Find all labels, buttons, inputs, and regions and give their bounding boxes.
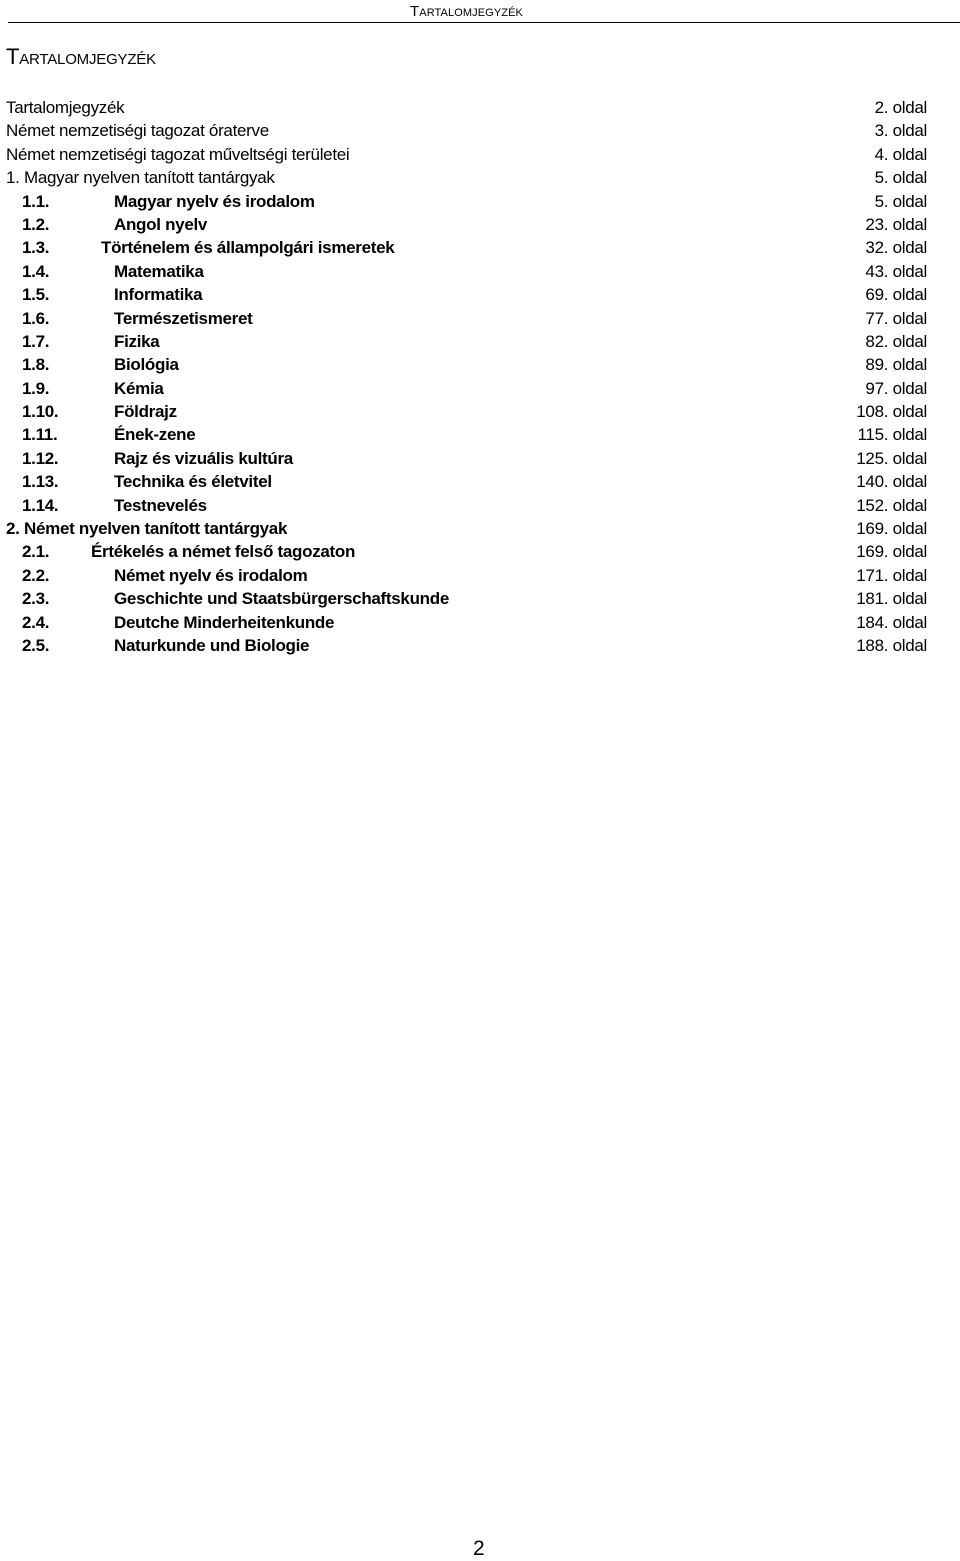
toc-entry-page: 108. oldal [856,402,927,422]
toc-entry-title: Kémia [114,378,164,398]
toc-entry-page: 188. oldal [856,635,927,655]
toc-entry-page: 152. oldal [856,495,927,515]
toc-entry[interactable] [0,587,960,610]
toc-entry[interactable] [0,307,960,330]
toc-entry[interactable] [0,283,960,306]
toc-entry[interactable] [0,353,960,376]
toc-entry[interactable] [0,330,960,353]
toc-entry[interactable] [0,377,960,400]
toc-entry-title: 1. Magyar nyelven tanított tantárgyak [6,168,275,188]
toc-entry-page: 89. oldal [865,355,927,375]
toc-entry-title: Ének-zene [114,425,196,445]
toc-entry[interactable] [0,611,960,634]
toc-entry-number: 2.3. [22,589,50,609]
running-header: Tartalomjegyzék [410,3,523,20]
toc-entry-page: 43. oldal [865,261,927,281]
toc-entry-page: 4. oldal [874,144,927,164]
toc-entry-number: 1.9. [22,378,50,398]
toc-entry-page: 23. oldal [865,214,927,234]
toc-entry-number: 1.6. [22,308,50,328]
toc-entry[interactable] [0,96,960,119]
toc-entry[interactable] [0,119,960,142]
toc-entry-title: Magyar nyelv és irodalom [114,191,315,211]
toc-entry-title: Geschichte und Staatsbürgerschaftskunde [114,589,449,609]
toc-entry-title: Naturkunde und Biologie [114,635,310,655]
header-rule [8,22,960,23]
toc-entry-page: 181. oldal [856,589,927,609]
toc-entry-page: 82. oldal [865,331,927,351]
toc-entry-number: 2.2. [22,565,50,585]
toc-entry-page: 97. oldal [865,378,927,398]
toc-entry[interactable] [0,540,960,563]
toc-entry-page: 169. oldal [856,519,927,539]
toc-entry-number: 1.10. [22,402,59,422]
toc-entry-title: 2. Német nyelven tanított tantárgyak [6,519,288,539]
toc-entry[interactable] [0,564,960,587]
toc-entry-number: 1.13. [22,472,59,492]
toc-entry-page: 69. oldal [865,285,927,305]
toc-entry-page: 32. oldal [865,238,927,258]
toc-entry[interactable] [0,143,960,166]
toc-entry-title: Testnevelés [114,495,207,515]
toc-entry-title: Technika és életvitel [114,472,272,492]
toc-entry[interactable] [0,260,960,283]
toc-entry-title: Történelem és állampolgári ismeretek [101,238,395,258]
toc-entry-page: 5. oldal [874,191,927,211]
toc-entry-number: 1.14. [22,495,59,515]
toc-entry-number: 1.4. [22,261,50,281]
toc-entry-number: 1.12. [22,448,59,468]
toc-entry[interactable] [0,494,960,517]
toc-entry[interactable] [0,470,960,493]
toc-entry-title: Német nyelv és irodalom [114,565,308,585]
page-number: 2 [473,1537,485,1560]
toc-entry-title: Német nemzetiségi tagozat műveltségi területei [6,144,350,164]
toc-entry[interactable] [0,213,960,236]
toc-entry-number: 2.1. [22,542,50,562]
toc-entry-number: 1.11. [22,425,58,445]
toc-entry[interactable] [0,166,960,189]
table-of-contents [0,96,960,657]
toc-entry-title: Biológia [114,355,179,375]
toc-entry-page: 115. oldal [857,425,927,445]
toc-entry[interactable] [0,190,960,213]
toc-entry[interactable] [0,517,960,540]
toc-entry[interactable] [0,447,960,470]
toc-entry-number: 1.8. [22,355,50,375]
toc-entry-page: 2. oldal [874,98,927,117]
toc-entry-page: 5. oldal [874,168,927,188]
toc-entry-number: 1.3. [22,238,50,258]
toc-entry[interactable] [0,400,960,423]
toc-entry-page: 184. oldal [856,612,927,632]
toc-entry-number: 1.1. [22,191,50,211]
toc-entry-title: Matematika [114,261,204,281]
toc-entry-title: Földrajz [114,402,177,422]
toc-entry-title: Német nemzetiségi tagozat óraterve [6,121,269,141]
toc-entry-page: 140. oldal [856,472,927,492]
toc-entry-title: Tartalomjegyzék [6,98,125,117]
toc-entry-title: Rajz és vizuális kultúra [114,448,293,468]
toc-entry[interactable] [0,236,960,259]
toc-entry-page: 171. oldal [856,565,927,585]
toc-entry-number: 1.2. [22,214,50,234]
toc-entry-title: Angol nyelv [114,214,208,234]
page-title: Tartalomjegyzék [6,44,156,69]
toc-entry-title: Informatika [114,285,203,305]
toc-entry-title: Természetismeret [114,308,253,328]
toc-entry-page: 169. oldal [856,542,927,562]
toc-entry[interactable] [0,423,960,446]
toc-entry-title: Deutche Minderheitenkunde [114,612,335,632]
toc-entry-number: 2.5. [22,635,50,655]
toc-entry-number: 2.4. [22,612,50,632]
toc-entry-page: 77. oldal [865,308,927,328]
toc-entry-title: Értékelés a német felső tagozaton [91,542,356,562]
toc-entry-page: 3. oldal [874,121,927,141]
toc-entry-title: Fizika [114,331,160,351]
toc-entry-page: 125. oldal [856,448,927,468]
toc-entry-number: 1.7. [22,331,50,351]
toc-entry-number: 1.5. [22,285,50,305]
toc-entry[interactable] [0,634,960,657]
